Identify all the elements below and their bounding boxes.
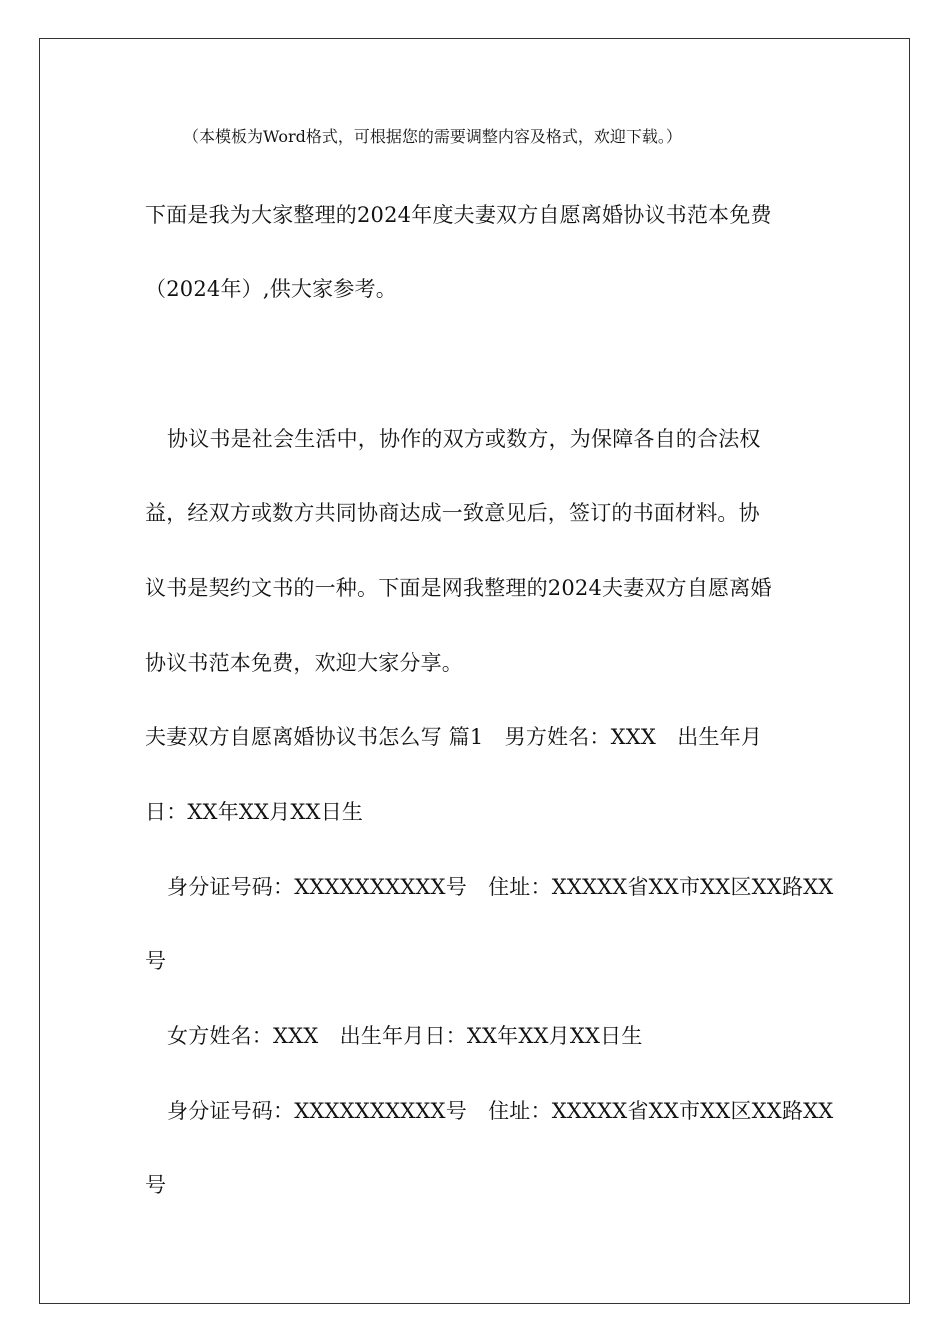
female-id-address-line: 身分证号码：XXXXXXXXXX号 住址：XXXXX省XX市XX区XX路XX xyxy=(167,1099,834,1123)
male-id-address-line: 身分证号码：XXXXXXXXXX号 住址：XXXXX省XX市XX区XX路XX xyxy=(167,875,834,899)
male-address-end-line: 号 xyxy=(145,949,167,973)
paragraph-line-2: 益，经双方或数方共同协商达成一致意见后，签订的书面材料。协 xyxy=(145,501,760,525)
paragraph-line-4: 协议书范本免费，欢迎大家分享。 xyxy=(145,651,463,675)
male-birthdate-line: 日：XX年XX月XX日生 xyxy=(145,800,364,824)
section-heading-line: 夫妻双方自愿离婚协议书怎么写 篇1 男方姓名：XXX 出生年月 xyxy=(145,725,763,749)
paragraph-line-3: 议书是契约文书的一种。下面是网我整理的2024夫妻双方自愿离婚 xyxy=(145,576,772,600)
intro-line-1: 下面是我为大家整理的2024年度夫妻双方自愿离婚协议书范本免费 xyxy=(145,203,772,227)
intro-line-2: （2024年）,供大家参考。 xyxy=(145,277,397,301)
template-note: （本模板为Word格式，可根据您的需要调整内容及格式，欢迎下载。） xyxy=(183,127,682,146)
female-address-end-line: 号 xyxy=(145,1173,167,1197)
female-name-line: 女方姓名：XXX 出生年月日：XX年XX月XX日生 xyxy=(167,1024,643,1048)
paragraph-line-1: 协议书是社会生活中，协作的双方或数方，为保障各自的合法权 xyxy=(167,427,761,451)
